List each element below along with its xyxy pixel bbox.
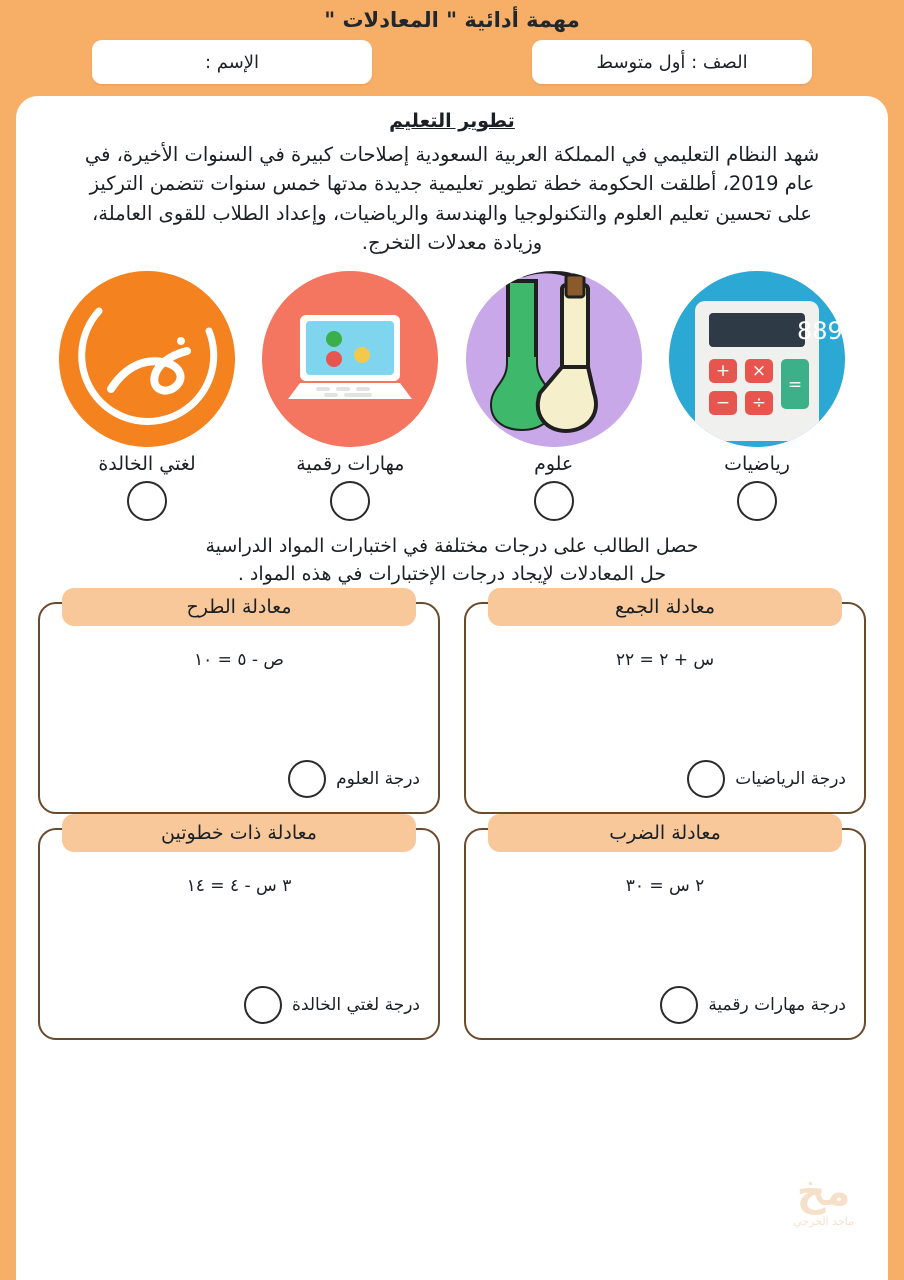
subject-science [461, 271, 647, 521]
section-paragraph: شهد النظام التعليمي في المملكة العربية السعودية إصلاحات كبيرة في السنوات الأخيرة، في عام 2019، أطلقت الحكومة خطة تطوير تعليمية جديدة مدتها خمس سنوات تتضمن التركيز على تحسين تعليم العلوم والتكنولوجيا والهندسة والرياضيات، وإعداد الطلاب للقوى العاملة، وزيادة معدلات التخرج. [84, 143, 820, 254]
equations-grid [38, 596, 866, 1040]
subject-bubble-arabic[interactable] [127, 481, 167, 521]
equation-title: معادلة الضرب [488, 814, 842, 852]
instruction-line-1: حصل الطالب على درجات مختلفة في اختبارات المواد الدراسية [205, 535, 699, 557]
flasks-icon [466, 271, 642, 447]
equation-answer-label: درجة مهارات رقمية [708, 995, 846, 1016]
equation-expression: ٣ س - ٤ = ١٤ [186, 876, 292, 897]
equation-answer-label: درجة الرياضيات [735, 769, 846, 790]
equation-card-subtraction [38, 596, 440, 814]
instructions [38, 533, 866, 588]
instruction-line-2: حل المعادلات لإيجاد درجات الإختبارات في هذه المواد . [237, 562, 667, 585]
equation-card-two-step [38, 822, 440, 1040]
equation-expression: ٢ س = ٣٠ [625, 876, 705, 897]
svg-text:−: − [715, 393, 731, 413]
equation-expression: ص - ٥ = ١٠ [194, 650, 284, 671]
equation-answer-row [687, 760, 846, 798]
calculator-icon [669, 271, 845, 447]
watermark [793, 1169, 854, 1228]
svg-text:+: + [715, 361, 731, 381]
subject-label: رياضيات [724, 453, 790, 475]
equation-title: معادلة الجمع [488, 588, 842, 626]
svg-text:÷: ÷ [751, 393, 767, 413]
subject-label: مهارات رقمية [296, 453, 405, 475]
equation-answer-bubble[interactable] [687, 760, 725, 798]
equation-answer-row [660, 986, 846, 1024]
equation-answer-bubble[interactable] [660, 986, 698, 1024]
subject-bubble-math[interactable] [737, 481, 777, 521]
subject-bubble-digital[interactable] [330, 481, 370, 521]
subject-arabic [54, 271, 240, 521]
subject-bubble-science[interactable] [534, 481, 574, 521]
laptop-icon [262, 271, 438, 447]
name-field[interactable]: الإسم : [92, 40, 372, 84]
equation-answer-label: درجة العلوم [336, 769, 420, 790]
calculator-display: 889 [797, 317, 843, 345]
subject-digital [257, 271, 443, 521]
watermark-mark: مخ [796, 1169, 851, 1215]
equation-answer-row [288, 760, 420, 798]
watermark-text: ماجد الخرجي [793, 1215, 854, 1228]
arabic-language-icon [59, 271, 235, 447]
subject-math [664, 271, 850, 521]
svg-text:=: = [787, 375, 803, 395]
equation-answer-label: درجة لغتي الخالدة [292, 995, 420, 1016]
equation-answer-row [244, 986, 420, 1024]
equation-card-addition [464, 596, 866, 814]
subject-label: لغتي الخالدة [98, 453, 196, 475]
svg-text:×: × [751, 361, 767, 381]
equation-card-multiplication [464, 822, 866, 1040]
equation-title: معادلة الطرح [62, 588, 416, 626]
class-field[interactable]: الصف : أول متوسط [532, 40, 812, 84]
page-title: مهمة أدائية " المعادلات " [324, 8, 580, 32]
equation-answer-bubble[interactable] [288, 760, 326, 798]
equation-expression: س + ٢ = ٢٢ [615, 650, 715, 671]
subjects-row [38, 257, 866, 521]
content-card [16, 96, 888, 1280]
subject-label: علوم [534, 453, 574, 475]
equation-answer-bubble[interactable] [244, 986, 282, 1024]
section-title: تطوير التعليم [389, 110, 515, 132]
equation-title: معادلة ذات خطوتين [62, 814, 416, 852]
student-fields [0, 38, 904, 96]
